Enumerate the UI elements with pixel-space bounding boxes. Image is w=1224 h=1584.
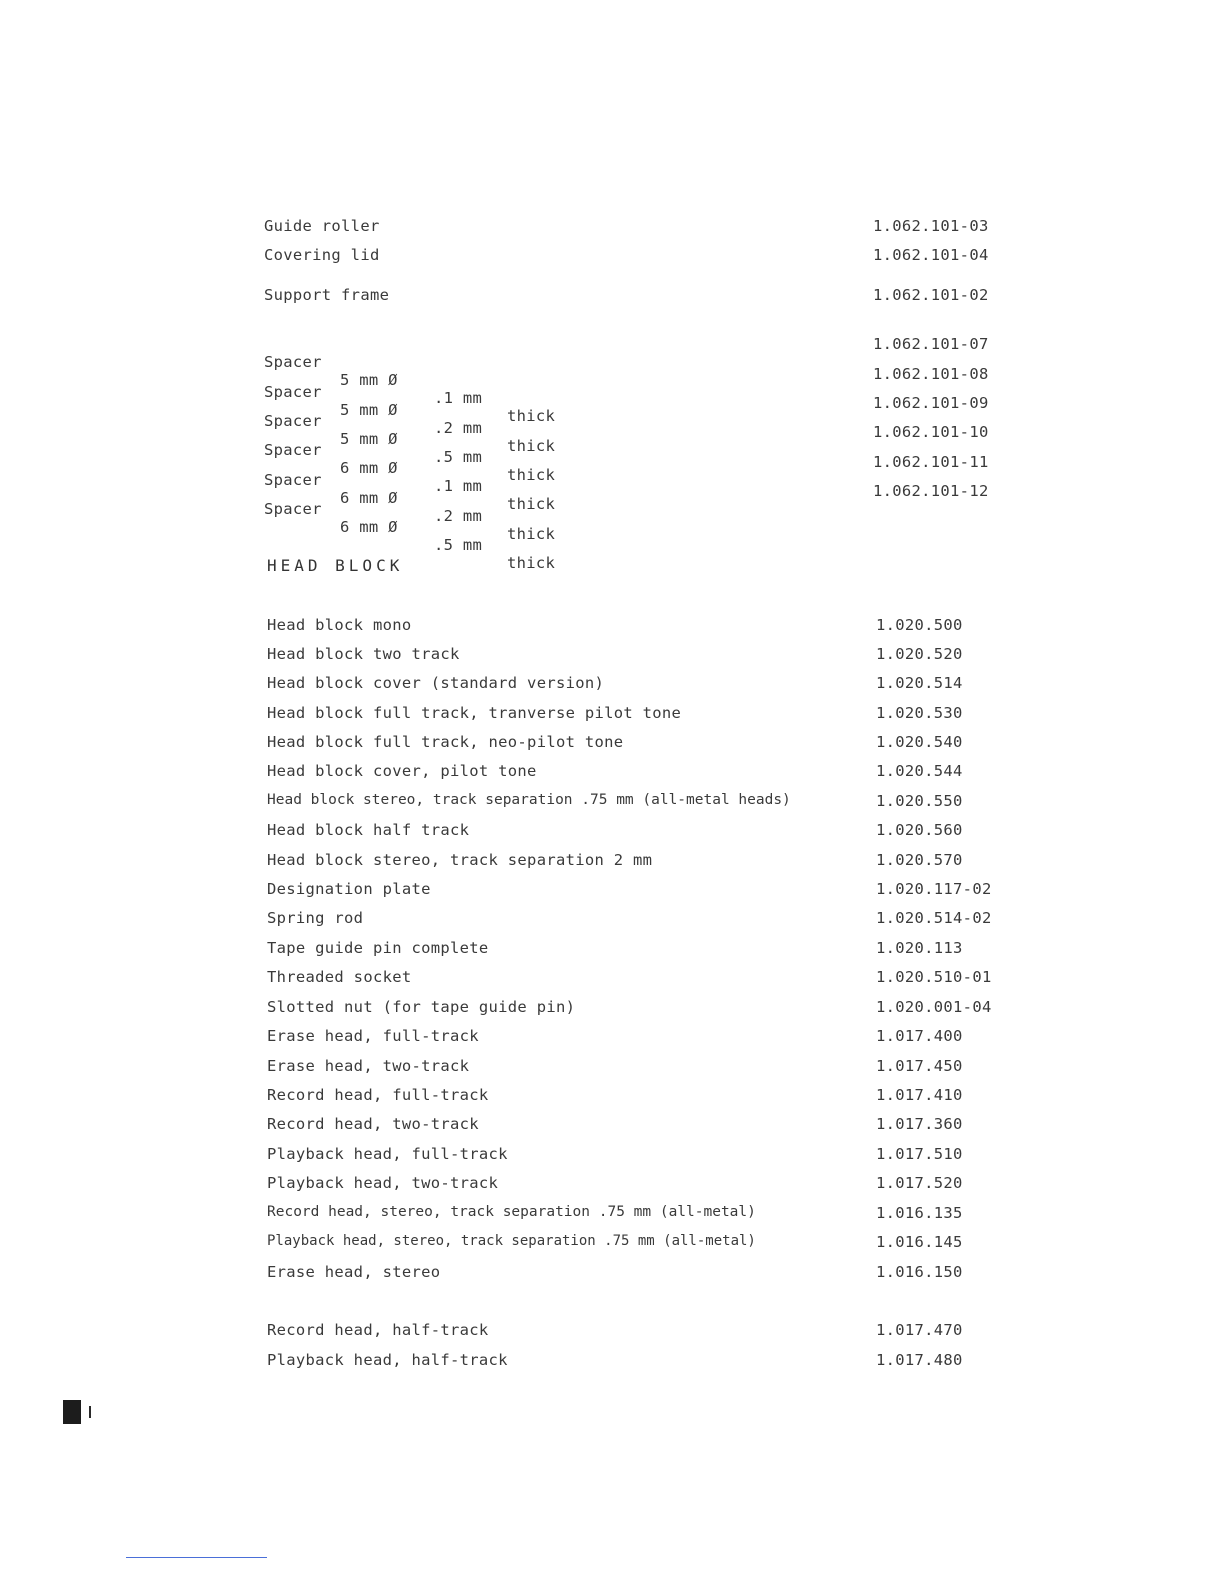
part-row xyxy=(267,1027,967,1051)
spacer-diameter: 5 mm Ø xyxy=(340,430,398,448)
spacer-name: Spacer xyxy=(264,500,322,518)
part-row xyxy=(267,939,967,963)
part-row xyxy=(267,674,967,698)
part-description: Erase head, full-track xyxy=(267,1027,479,1045)
part-row xyxy=(267,704,967,728)
spacer-name: Spacer xyxy=(264,471,322,489)
part-number: 1.020.117-02 xyxy=(876,880,992,898)
part-row xyxy=(267,821,967,845)
spacer-diameter: 6 mm Ø xyxy=(340,489,398,507)
part-number: 1.017.510 xyxy=(876,1145,963,1163)
part-description: Head block cover (standard version) xyxy=(267,674,605,692)
part-description: Head block half track xyxy=(267,821,470,839)
spacer-thickness: .2 mm xyxy=(434,419,483,437)
part-number: 1.017.400 xyxy=(876,1027,963,1045)
part-row xyxy=(267,909,995,933)
part-description: Head block stereo, track separation .75 mm (all-metal heads) xyxy=(267,792,791,808)
spacer-thickness: .1 mm xyxy=(434,477,483,495)
part-row xyxy=(267,1057,967,1081)
part-row xyxy=(267,1321,967,1345)
part-row xyxy=(267,998,995,1022)
part-description: Record head, two-track xyxy=(267,1115,479,1133)
part-description: Head block two track xyxy=(267,645,460,663)
spacer-diameter: 5 mm Ø xyxy=(340,401,398,419)
spacer-unit: thick xyxy=(507,437,556,455)
part-number: 1.020.550 xyxy=(876,792,963,810)
part-number: 1.062.101-09 xyxy=(873,394,989,412)
spacer-thickness: .5 mm xyxy=(434,536,483,554)
spacer-unit: thick xyxy=(507,554,556,572)
part-number: 1.020.570 xyxy=(876,851,963,869)
part-description: Playback head, full-track xyxy=(267,1145,508,1163)
part-number: 1.020.510-01 xyxy=(876,968,992,986)
part-number: 1.020.514-02 xyxy=(876,909,992,927)
part-description: Threaded socket xyxy=(267,968,412,986)
part-number: 1.017.360 xyxy=(876,1115,963,1133)
spacer-name: Spacer xyxy=(264,383,322,401)
part-row xyxy=(264,217,992,241)
spacer-unit: thick xyxy=(507,525,556,543)
part-description: Erase head, two-track xyxy=(267,1057,470,1075)
part-row xyxy=(267,851,967,875)
part-number: 1.017.520 xyxy=(876,1174,963,1192)
part-number: 1.062.101-12 xyxy=(873,482,989,500)
spacer-unit: thick xyxy=(507,407,556,425)
part-number: 1.062.101-08 xyxy=(873,365,989,383)
part-number: 1.016.150 xyxy=(876,1263,963,1281)
part-description: Designation plate xyxy=(267,880,431,898)
part-description: Head block stereo, track separation 2 mm xyxy=(267,851,653,869)
part-description: Tape guide pin complete xyxy=(267,939,489,957)
spacer-name: Spacer xyxy=(264,412,322,430)
part-row xyxy=(264,246,992,270)
spacer-name: Spacer xyxy=(264,441,322,459)
spacer-thickness: .5 mm xyxy=(434,448,483,466)
part-row xyxy=(267,880,995,904)
part-row xyxy=(267,1115,967,1139)
spacer-diameter: 6 mm Ø xyxy=(340,459,398,477)
part-number: 1.062.101-10 xyxy=(873,423,989,441)
part-number: 1.062.101-04 xyxy=(873,246,989,264)
part-description: Guide roller xyxy=(264,217,380,235)
part-description: Erase head, stereo xyxy=(267,1263,441,1281)
page-edge-tick xyxy=(89,1406,91,1418)
part-description: Head block full track, neo-pilot tone xyxy=(267,733,624,751)
part-row xyxy=(267,1145,967,1169)
spacer-thickness: .1 mm xyxy=(434,389,483,407)
part-number: 1.020.001-04 xyxy=(876,998,992,1016)
part-row xyxy=(267,968,995,992)
footer-rule xyxy=(126,1557,267,1558)
part-description: Head block mono xyxy=(267,616,412,634)
part-row xyxy=(267,1086,967,1110)
part-number: 1.062.101-11 xyxy=(873,453,989,471)
part-description: Playback head, half-track xyxy=(267,1351,508,1369)
part-row xyxy=(267,1204,967,1228)
part-number: 1.017.450 xyxy=(876,1057,963,1075)
spacer-name: Spacer xyxy=(264,353,322,371)
part-number: 1.062.101-07 xyxy=(873,335,989,353)
part-number: 1.020.113 xyxy=(876,939,963,957)
section-title: HEAD BLOCK xyxy=(267,556,404,575)
part-description: Head block cover, pilot tone xyxy=(267,762,537,780)
part-description: Head block full track, tranverse pilot tone xyxy=(267,704,682,722)
part-number: 1.017.410 xyxy=(876,1086,963,1104)
part-number: 1.020.560 xyxy=(876,821,963,839)
part-row xyxy=(267,1351,967,1375)
part-description: Support frame xyxy=(264,286,390,304)
spacer-diameter: 5 mm Ø xyxy=(340,371,398,389)
part-row xyxy=(267,792,967,816)
part-row xyxy=(267,645,967,669)
part-row xyxy=(267,1174,967,1198)
part-row xyxy=(264,286,992,310)
part-number: 1.020.540 xyxy=(876,733,963,751)
part-number: 1.016.135 xyxy=(876,1204,963,1222)
part-description: Slotted nut (for tape guide pin) xyxy=(267,998,576,1016)
part-row xyxy=(267,733,967,757)
part-number: 1.020.500 xyxy=(876,616,963,634)
part-description: Record head, half-track xyxy=(267,1321,489,1339)
part-row xyxy=(267,616,967,640)
spacer-unit: thick xyxy=(507,466,556,484)
part-number: 1.062.101-02 xyxy=(873,286,989,304)
page-edge-marker xyxy=(63,1400,81,1424)
spacer-unit: thick xyxy=(507,495,556,513)
part-description: Spring rod xyxy=(267,909,364,927)
part-number: 1.020.530 xyxy=(876,704,963,722)
spacer-diameter: 6 mm Ø xyxy=(340,518,398,536)
part-description: Covering lid xyxy=(264,246,380,264)
part-description: Record head, full-track xyxy=(267,1086,489,1104)
part-row xyxy=(267,1263,967,1287)
part-number: 1.017.470 xyxy=(876,1321,963,1339)
part-number: 1.062.101-03 xyxy=(873,217,989,235)
part-number: 1.016.145 xyxy=(876,1233,963,1251)
part-number: 1.020.544 xyxy=(876,762,963,780)
part-description: Playback head, stereo, track separation .75 mm (all-metal) xyxy=(267,1233,756,1249)
part-number: 1.020.514 xyxy=(876,674,963,692)
part-number: 1.020.520 xyxy=(876,645,963,663)
part-number: 1.017.480 xyxy=(876,1351,963,1369)
part-description: Record head, stereo, track separation .75 mm (all-metal) xyxy=(267,1204,756,1220)
spacer-thickness: .2 mm xyxy=(434,507,483,525)
part-row xyxy=(267,1233,967,1257)
part-description: Playback head, two-track xyxy=(267,1174,499,1192)
part-row xyxy=(267,762,967,786)
